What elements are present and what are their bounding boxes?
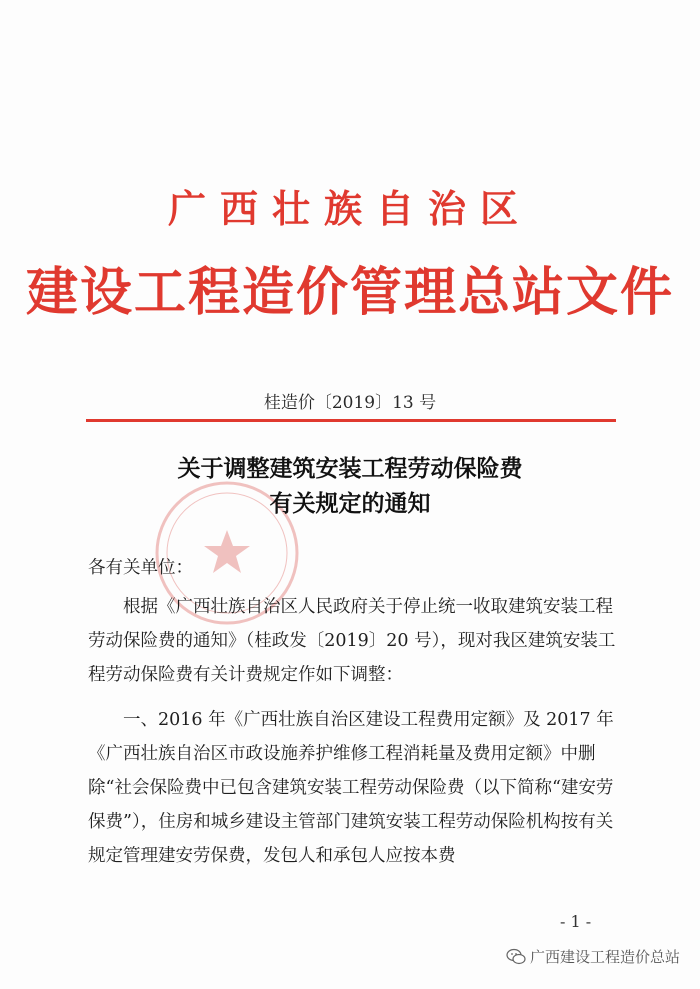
page-number: - 1 - [560, 912, 592, 931]
wechat-icon [506, 948, 526, 966]
issuing-region: 广西壮族自治区 [167, 186, 532, 231]
notice-title-line1: 关于调整建筑安装工程劳动保险费 [177, 455, 523, 482]
red-divider [86, 419, 616, 422]
paragraph-1: 根据《广西壮族自治区人民政府关于停止统一收取建筑安装工程劳动保险费的通知》（桂政发〔2019〕20 号），现对我区建筑安装工程劳动保险费有关计费规定作如下调整： [88, 597, 616, 685]
notice-title-line2: 有关规定的通知 [269, 490, 431, 517]
salutation: 各有关单位： [88, 558, 193, 578]
watermark-text: 广西建设工程造价总站 [529, 948, 680, 966]
issuing-office: 建设工程造价管理总站文件 [25, 262, 674, 323]
paragraph-2: 一、2016 年《广西壮族自治区建设工程费用定额》及 2017 年《广西壮族自治区市政设施养护维修工程消耗量及费用定额》中删除“社会保险费中已包含建筑安装工程劳动保险费（以下简称“建安劳保费”），住房和城乡建设主管部门建筑安装工程劳动保险机构按有关规定管理建安劳保费，发包人和承包人应按本费 [88, 710, 614, 866]
watermark [506, 946, 680, 967]
document-number: 桂造价〔2019〕13 号 [263, 393, 437, 413]
